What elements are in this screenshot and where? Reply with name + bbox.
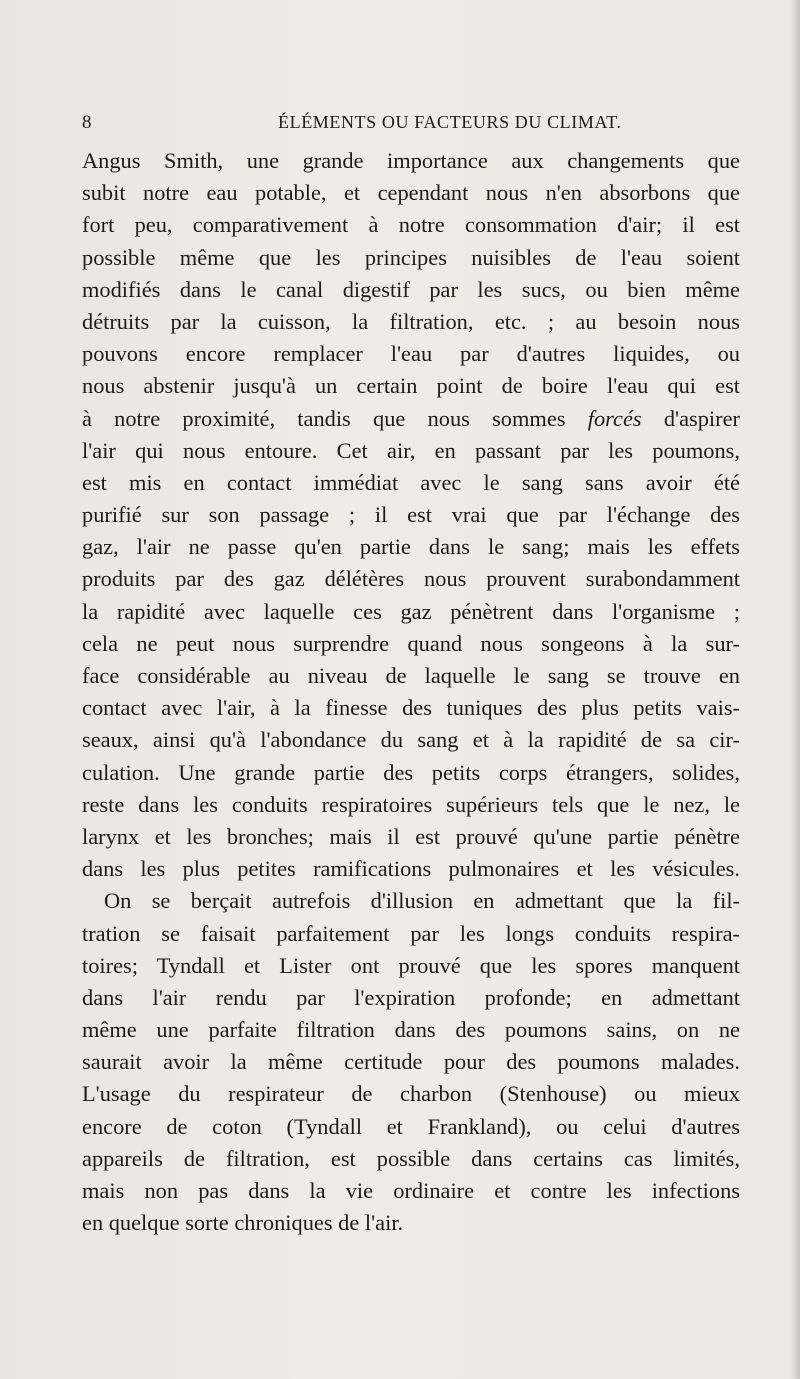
text-line: modifiés dans le canal digestif par les sucs, ou bien même [82,276,740,302]
text-line: même une parfaite filtration dans des poumons sains, on ne [82,1017,740,1043]
paragraph-end-line: en quelque sorte chroniques de l'air. [82,1210,404,1236]
text-line: purifié sur son passage ; il est vrai que par l'échange des [82,502,740,528]
text-line: L'usage du respirateur de charbon (Stenhouse) ou mieux [82,1081,740,1107]
text-line: détruits par la cuisson, la filtration, etc. ; au besoin nous [82,308,740,334]
text-line: encore de coton (Tyndall et Frankland), ou celui d'autres [82,1113,740,1139]
text-line: cela ne peut nous surprendre quand nous songeons à la sur- [82,630,740,656]
text-line: contact avec l'air, à la finesse des tuniques des plus petits vais- [82,695,740,721]
text-line: toires; Tyndall et Lister ont prouvé que les spores manquent [82,952,740,978]
text-line: pouvons encore remplacer l'eau par d'autres liquides, ou [82,341,740,367]
text-line: dans l'air rendu par l'expiration profonde; en admettant [82,984,740,1010]
text-line: face considérable au niveau de laquelle le sang se trouve en [82,663,740,688]
text-line: gaz, l'air ne passe qu'en partie dans le sang; mais les effets [82,534,740,560]
text-line: culation. Une grande partie des petits corps étrangers, solides, [82,759,740,785]
text-line: subit notre eau potable, et cependant nous n'en absorbons que [82,180,740,206]
paragraph-start-line: On se berçait autrefois d'illusion en admettant que la fil- [104,888,740,914]
text-segment: à notre proximité, tandis que nous sommes [82,405,588,431]
text-line: la rapidité avec laquelle ces gaz pénètrent dans l'organisme ; [82,598,740,624]
page-number: 8 [82,112,92,133]
text-line: tration se faisait parfaitement par les longs conduits respira- [82,920,740,946]
running-title: ÉLÉMENTS OU FACTEURS DU CLIMAT. [278,112,622,132]
text-line: larynx et les bronches; mais il est prouvé qu'une partie pénètre [82,823,740,849]
text-line: dans les plus petites ramifications pulmonaires et les vésicules. [82,856,740,882]
page-edge-shadow [790,0,800,1379]
italic-word: forcés [587,405,642,431]
page-header [82,112,742,134]
text-line: Angus Smith, une grande importance aux changements que [82,148,740,173]
text-line: l'air qui nous entoure. Cet air, en passant par les poumons, [82,437,740,463]
text-segment: d'aspirer [641,405,740,431]
text-line: mais non pas dans la vie ordinaire et contre les infections [82,1178,740,1203]
text-line: produits par des gaz délétères nous prouvent surabondamment [82,566,740,592]
text-line: reste dans les conduits respiratoires supérieurs tels que le nez, le [82,791,740,817]
text-line: appareils de filtration, est possible dans certains cas limités, [82,1145,740,1171]
text-line: fort peu, comparativement à notre consommation d'air; il est [82,212,740,238]
text-line: est mis en contact immédiat avec le sang sans avoir été [82,469,740,495]
text-line: nous abstenir jusqu'à un certain point de boire l'eau qui est [82,373,740,399]
body-text [82,145,740,1239]
text-line: seaux, ainsi qu'à l'abondance du sang et à la rapidité de sa cir- [82,727,740,753]
text-line-with-italic [82,403,740,435]
text-line: saurait avoir la même certitude pour des poumons malades. [82,1049,740,1075]
text-line: possible même que les principes nuisibles de l'eau soient [82,244,740,270]
